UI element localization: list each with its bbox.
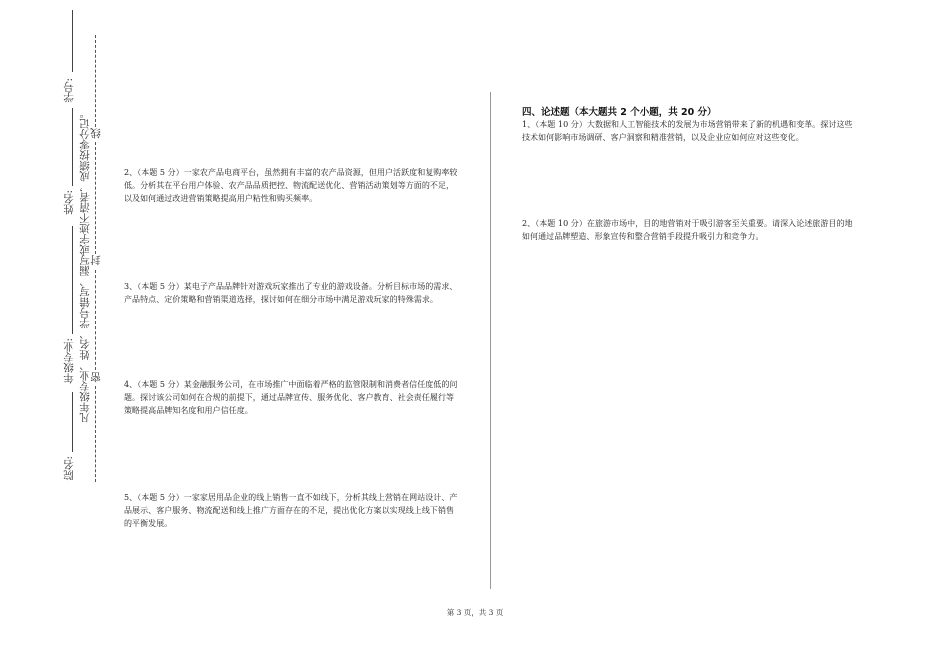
xingming-label: 姓名: (63, 190, 75, 215)
essay-question-1: 1、（本题 10 分）大数据和人工智能技术的发展为市场营销带来了新的机遇和变革。探讨这些技术如何影响市场调研、客户洞察和精准营销，以及企业应如何应对这些变化。 (522, 120, 853, 142)
page-footer: 第 3 页，共 3 页 (446, 608, 504, 617)
question-4: 4、（本题 5 分）某金融服务公司，在市场推广中面临着严格的监管限制和消费者信任度低的问题。探讨该公司如何在合规的前提下，通过品牌宣传、服务优化、客户教育、社会责任履行等策略提高品牌知名度和用户信任度。 (124, 380, 458, 415)
seal-line-lower (95, 270, 96, 370)
question-2: 2、（本题 5 分）一家农产品电商平台，虽然拥有丰富的农产品资源，但用户活跃度和复购率较低。分析其在平台用户体验、农产品品质把控、物流配送优化、营销活动策划等方面的不足，以及如何通过改进营销策略提高用户粘性和购买频率。 (124, 168, 458, 203)
xuehao-line (72, 10, 73, 72)
section-4-title: 四、论述题（本大题共 2 个小题，共 20 分） (522, 107, 717, 118)
question-3: 3、（本题 5 分）某电子产品品牌针对游戏玩家推出了专业的游戏设备。分析目标市场的需求、产品特点、定价策略和营销渠道选择，探讨如何在细分市场中满足游戏玩家的特殊需求。 (124, 282, 458, 304)
seal-line-mid (95, 142, 96, 254)
binding-warning: 凡年级专业、姓名、学号错写、漏写或字迹不清者，成绩按零分记。 (79, 108, 91, 423)
column-divider (490, 92, 491, 589)
seal-mi: 密 (90, 372, 102, 383)
zhuanye-line (72, 226, 73, 334)
essay-question-2: 2、（本题 10 分）在旅游市场中，目的地营销对于吸引游客至关重要。请深入论述旅游目的地如何通过品牌塑造、形象宣传和整合营销手段提升吸引力和竞争力。 (522, 219, 853, 241)
xuehao-label: 学号: (63, 78, 75, 103)
question-5: 5、（本题 5 分）一家家居用品企业的线上销售一直不如线下，分析其线上营销在网站设计、产品展示、客户服务、物流配送和线上推广方面存在的不足，提出优化方案以实现线上线下销售的平衡发展。 (124, 493, 458, 528)
zhuanye-label: 年级专业: (63, 338, 75, 384)
xueyuan-line (72, 392, 73, 452)
xingming-line (72, 108, 73, 186)
seal-xian: 线 (90, 128, 102, 139)
seal-line-bottom (95, 386, 96, 482)
seal-feng: 封 (90, 255, 102, 266)
xueyuan-label: 院名: (63, 456, 75, 481)
seal-line-top (95, 35, 96, 127)
